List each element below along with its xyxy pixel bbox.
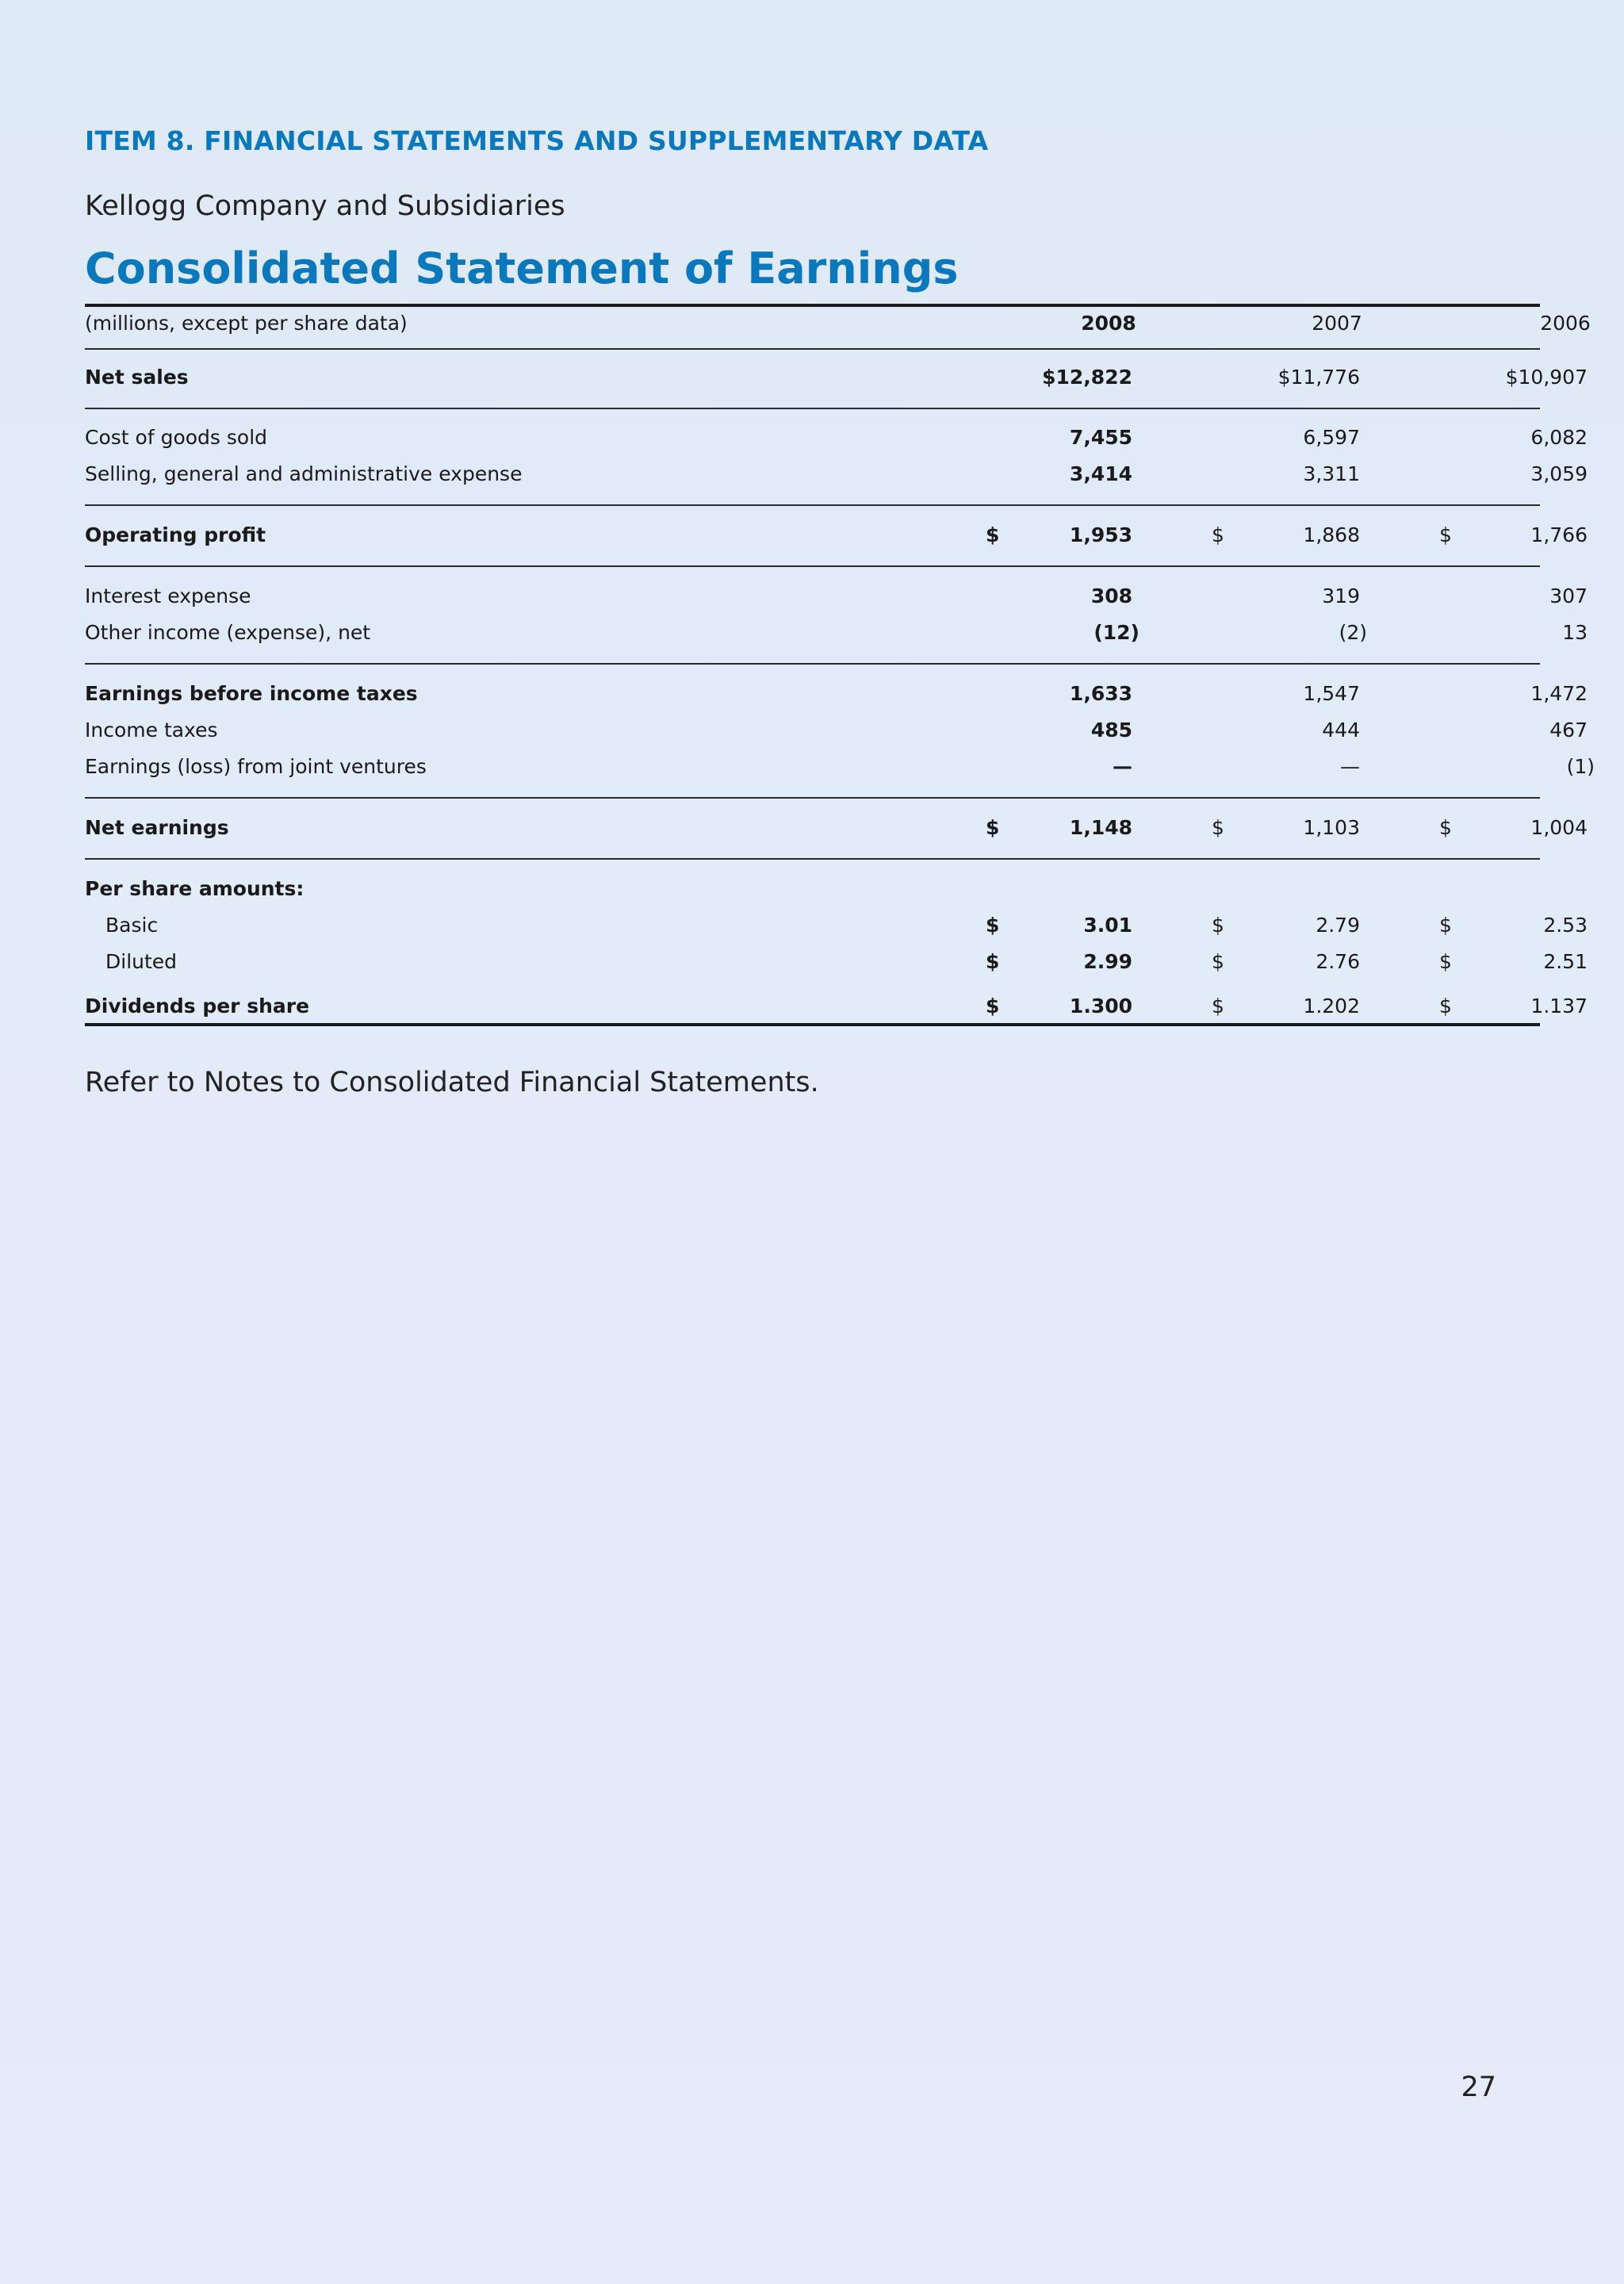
dollar-sign: $ xyxy=(986,523,1000,546)
value-2008: 1.300 xyxy=(1069,994,1132,1017)
row-label: Net earnings xyxy=(85,816,229,839)
value-2007: 319 xyxy=(1322,584,1360,607)
row-label: Diluted xyxy=(105,950,178,973)
value-2006: 1,766 xyxy=(1530,523,1588,546)
value-2006: 6,082 xyxy=(1530,426,1588,449)
value-2007: 2.79 xyxy=(1316,914,1360,937)
value-2008: 485 xyxy=(1090,719,1132,742)
value-2008: $12,822 xyxy=(1042,366,1132,389)
value-2008: (12) xyxy=(1094,621,1139,644)
row-label: Other income (expense), net xyxy=(85,621,371,644)
table-rule xyxy=(85,797,1540,799)
year-2007-header: 2007 xyxy=(1312,312,1362,335)
table-row-net-sales xyxy=(85,359,1588,396)
value-2008: 308 xyxy=(1090,584,1132,607)
dollar-sign: $ xyxy=(986,816,1000,839)
dollar-sign: $ xyxy=(1212,950,1224,973)
value-2008: 2.99 xyxy=(1083,950,1132,973)
value-2006: 2.51 xyxy=(1543,950,1588,973)
value-2006: $10,907 xyxy=(1505,366,1588,389)
table-row-operating-profit xyxy=(85,517,1588,554)
value-2006: 13 xyxy=(1562,621,1588,644)
table-rule xyxy=(85,858,1540,860)
row-label: Operating profit xyxy=(85,523,266,546)
row-label: Earnings before income taxes xyxy=(85,682,418,705)
table-bottom-rule xyxy=(85,1023,1540,1026)
table-row-basic xyxy=(85,907,1588,944)
value-2006: (1) xyxy=(1566,755,1595,778)
table-rule xyxy=(85,565,1540,567)
value-2007: 1,547 xyxy=(1303,682,1360,705)
item-heading: ITEM 8. FINANCIAL STATEMENTS AND SUPPLEMENTARY DATA xyxy=(85,125,989,156)
table-rule xyxy=(85,663,1540,665)
value-2008: 1,633 xyxy=(1069,682,1132,705)
year-2008-header: 2008 xyxy=(1081,312,1136,335)
row-label: Per share amounts: xyxy=(85,877,304,900)
value-2007: (2) xyxy=(1339,621,1367,644)
row-label: Cost of goods sold xyxy=(85,426,268,449)
value-2006: 1,472 xyxy=(1530,682,1588,705)
value-2006: 307 xyxy=(1549,584,1588,607)
dollar-sign: $ xyxy=(986,914,1000,937)
value-2007: 1.202 xyxy=(1303,994,1360,1017)
row-label: Net sales xyxy=(85,366,189,389)
dollar-sign: $ xyxy=(1212,816,1224,839)
value-2007: — xyxy=(1340,755,1360,778)
value-2006: 467 xyxy=(1549,719,1588,742)
table-row-income-taxes xyxy=(85,712,1588,749)
value-2007: 2.76 xyxy=(1316,950,1360,973)
value-2008: 7,455 xyxy=(1069,426,1132,449)
value-2007: 3,311 xyxy=(1303,462,1360,485)
value-2008: 3.01 xyxy=(1083,914,1132,937)
value-2008: — xyxy=(1113,755,1132,778)
row-label: Earnings (loss) from joint ventures xyxy=(85,755,427,778)
dollar-sign: $ xyxy=(1212,523,1224,546)
value-2007: 444 xyxy=(1322,719,1360,742)
table-row-per-share-heading xyxy=(85,871,1540,907)
value-2006: 1,004 xyxy=(1530,816,1588,839)
dollar-sign: $ xyxy=(1439,950,1452,973)
company-name: Kellogg Company and Subsidiaries xyxy=(85,190,565,222)
value-2008: 3,414 xyxy=(1069,462,1132,485)
dollar-sign: $ xyxy=(1439,914,1452,937)
value-2007: 1,868 xyxy=(1303,523,1360,546)
table-row-other-income xyxy=(85,615,1588,651)
row-label: Selling, general and administrative expense xyxy=(85,462,523,485)
statement-title: Consolidated Statement of Earnings xyxy=(85,243,959,293)
dollar-sign: $ xyxy=(1439,816,1452,839)
table-rule xyxy=(85,504,1540,506)
table-row-sga xyxy=(85,456,1588,492)
dollar-sign: $ xyxy=(1212,994,1224,1017)
table-rule xyxy=(85,408,1540,409)
dollar-sign: $ xyxy=(1439,994,1452,1017)
value-2006: 2.53 xyxy=(1543,914,1588,937)
footnote: Refer to Notes to Consolidated Financial Statements. xyxy=(85,1067,819,1098)
dollar-sign: $ xyxy=(986,994,1000,1017)
row-label: Interest expense xyxy=(85,584,251,607)
table-header-row xyxy=(85,305,1591,342)
value-2006: 3,059 xyxy=(1530,462,1588,485)
table-rule xyxy=(85,348,1540,350)
value-2006: 1.137 xyxy=(1530,994,1588,1017)
table-row-joint-ventures xyxy=(85,749,1595,785)
row-label: Basic xyxy=(105,914,159,937)
row-label: Income taxes xyxy=(85,719,218,742)
dollar-sign: $ xyxy=(1212,914,1224,937)
dollar-sign: $ xyxy=(1439,523,1452,546)
value-2007: 6,597 xyxy=(1303,426,1360,449)
table-row-diluted xyxy=(85,944,1588,980)
row-label: Dividends per share xyxy=(85,994,310,1017)
table-row-interest-expense xyxy=(85,578,1588,615)
table-row-cogs xyxy=(85,420,1588,456)
page-number: 27 xyxy=(1461,2071,1496,2103)
value-2007: 1,103 xyxy=(1303,816,1360,839)
units-label: (millions, except per share data) xyxy=(85,312,408,335)
value-2007: $11,776 xyxy=(1277,366,1360,389)
table-row-dividends xyxy=(85,988,1588,1025)
value-2008: 1,148 xyxy=(1069,816,1132,839)
table-row-ebt xyxy=(85,676,1588,712)
dollar-sign: $ xyxy=(986,950,1000,973)
value-2008: 1,953 xyxy=(1069,523,1132,546)
year-2006-header: 2006 xyxy=(1540,312,1591,335)
table-row-net-earnings xyxy=(85,810,1588,846)
